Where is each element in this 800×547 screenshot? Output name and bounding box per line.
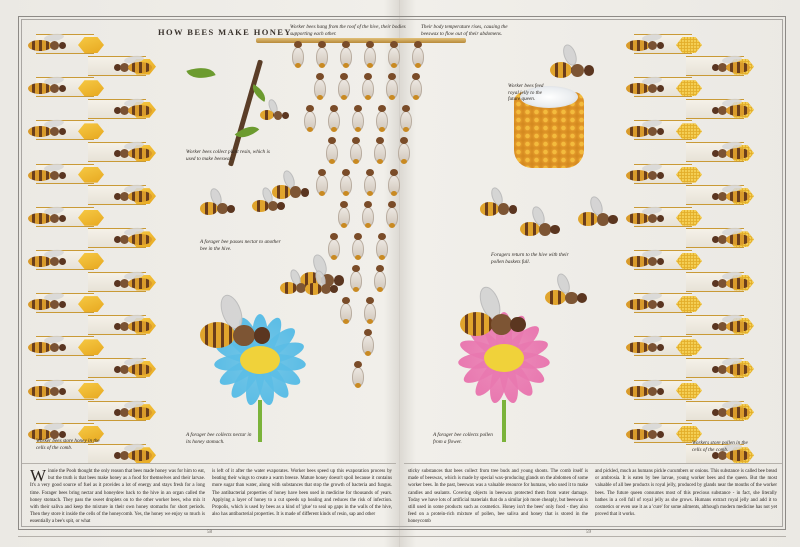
comb-row (28, 207, 178, 228)
forager-bee-icon (480, 202, 514, 216)
hanging-bee-icon (350, 232, 366, 262)
comb-row (626, 380, 776, 401)
hanging-bee-icon (362, 168, 378, 198)
caption-collect-nectar: A forager bee collects nectar in its honey stomach. (186, 432, 252, 445)
forager-bee-icon (305, 283, 335, 295)
comb-row (28, 56, 178, 77)
worker-bee-icon (704, 406, 750, 418)
forager-bee-icon (260, 110, 286, 120)
worker-bee-icon (704, 233, 750, 245)
divider (22, 463, 396, 464)
worker-bee-icon (28, 385, 74, 397)
comb-row (626, 56, 776, 77)
hanging-bee-icon (326, 104, 342, 134)
page-number-left: 58 (207, 530, 212, 535)
hanging-bee-icon (338, 296, 354, 326)
caption-pollen-baskets: Foragers return to the hive with their pollen baskets full. (491, 252, 569, 265)
hive-roof-rod-icon (256, 38, 466, 43)
hanging-bee-icon (350, 360, 366, 390)
comb-row (28, 164, 178, 185)
comb-row (626, 185, 776, 206)
hanging-bee-icon (360, 72, 376, 102)
comb-row (28, 34, 178, 55)
worker-bee-icon (626, 298, 672, 310)
flower-center (240, 346, 280, 374)
worker-bee-icon (626, 82, 672, 94)
comb-row (28, 315, 178, 336)
worker-bee-icon (704, 104, 750, 116)
worker-bee-icon (106, 320, 152, 332)
body-column-1 (30, 468, 205, 526)
comb-row (626, 401, 776, 422)
comb-row (626, 120, 776, 141)
worker-bee-icon (28, 341, 74, 353)
hanging-bee-icon (410, 40, 426, 70)
page-title: HOW BEES MAKE HONEY (158, 27, 292, 37)
blue-daisy-icon (200, 300, 320, 420)
forager-bee-icon (578, 212, 614, 226)
comb-row (28, 142, 178, 163)
comb-row (28, 293, 178, 314)
comb-row (28, 120, 178, 141)
hanging-bee-icon (372, 264, 388, 294)
worker-bee-icon (626, 169, 672, 181)
worker-bee-icon (28, 39, 74, 51)
worker-bee-icon (28, 298, 74, 310)
comb-row (626, 77, 776, 98)
worker-bee-icon (106, 363, 152, 375)
hanging-bee-icon (398, 104, 414, 134)
hanging-bee-icon (338, 40, 354, 70)
bottom-rule (18, 536, 786, 537)
honeycomb-honey-column-icon (28, 34, 178, 466)
worker-bee-icon (704, 61, 750, 73)
worker-bee-icon (704, 320, 750, 332)
hanging-bee-icon (362, 40, 378, 70)
worker-bee-icon (626, 255, 672, 267)
hanging-bee-icon (362, 296, 378, 326)
worker-bee-icon (106, 190, 152, 202)
comb-row (626, 315, 776, 336)
worker-bee-icon (704, 147, 750, 159)
worker-bee-icon (626, 39, 672, 51)
hanging-bee-icon (326, 232, 342, 262)
forager-bee-icon (550, 62, 590, 78)
worker-bee-icon (704, 190, 750, 202)
hanging-bee-icon (290, 40, 306, 70)
comb-row (28, 185, 178, 206)
comb-row (28, 358, 178, 379)
caption-store-pollen: Workers store pollen in the cells of the comb. (692, 440, 748, 453)
divider (404, 463, 782, 464)
comb-row (626, 142, 776, 163)
worker-bee-icon (106, 449, 152, 461)
worker-bee-icon (626, 125, 672, 137)
comb-row (28, 272, 178, 293)
hanging-bee-icon (384, 72, 400, 102)
worker-bee-icon (704, 363, 750, 375)
comb-row (28, 380, 178, 401)
comb-row (626, 99, 776, 120)
worker-bee-icon (28, 169, 74, 181)
hanging-bee-icon (408, 72, 424, 102)
comb-row (626, 358, 776, 379)
comb-row (28, 228, 178, 249)
comb-row (626, 250, 776, 271)
page-number-right: 59 (586, 530, 591, 535)
comb-row (626, 336, 776, 357)
hanging-bee-icon (374, 232, 390, 262)
flower-center (484, 344, 524, 372)
hanging-bee-icon (372, 136, 388, 166)
hanging-bee-icon (360, 328, 376, 358)
drop-cap: W (30, 466, 47, 485)
worker-bee-icon (28, 212, 74, 224)
hanging-bee-icon (348, 264, 364, 294)
caption-temperature: Their body temperature rises, causing the beeswax to flow out of their abdomens. (421, 24, 508, 37)
hanging-bee-icon (348, 136, 364, 166)
body-column-2: is left of it after the water evaporates. Worker bees speed up this evaporation process by beating their wings to create a warm breeze. Mature honey doesn't spoil because it contains more sugar than water, along with substances that stop the growth of bacteria and fungus. The antibacterial properties of honey have been used in medicine for thousands of years. Applying a layer of honey to a cut speeds up healing and reduces the risk of infection. Propolis, which is used by bees as a kind of 'glue' to seal up gaps in the walls of the hive, also has antibacterial properties. It is made of different kinds of resin, sap and other (212, 469, 392, 518)
forager-bee-icon (272, 185, 306, 199)
worker-bee-icon (106, 147, 152, 159)
comb-row (28, 99, 178, 120)
worker-bee-icon (106, 104, 152, 116)
worker-bee-icon (28, 255, 74, 267)
caption-plant-resin: Worker bees collect plant resin, which is used to make beeswax. (186, 149, 270, 162)
caption-store-honey: Worker bees store honey in the cells of the comb. (36, 438, 100, 451)
comb-row (626, 207, 776, 228)
body-column-4: and pickled, much as humans pickle cucumbers or onions. This substance is called bee bread or ambrosia. It is eaten by bee larvae, young worker bees and the queen. But the most valuable of all bee products is royal jelly, produced by glands near the mouths of the worker bees. The future queen consumes most of this precious substance - in fact, she literally bathes in a cell full of royal jelly as she grows. Humans extract royal jelly and add it to cosmetics or even use it as a 'cure' for some ailments, although modern medicine has not yet proved that it works. (595, 469, 777, 518)
comb-row (626, 228, 776, 249)
worker-bee-icon (106, 406, 152, 418)
hanging-bee-icon (324, 136, 340, 166)
worker-bee-icon (28, 125, 74, 137)
forager-bee-icon (520, 222, 556, 236)
comb-row (626, 272, 776, 293)
forager-bee-icon (200, 322, 264, 348)
caption-royal-jelly: Worker bees feed royal jelly to the future queen. (508, 83, 544, 103)
worker-bee-icon (28, 82, 74, 94)
comb-row (28, 336, 178, 357)
comb-row (28, 401, 178, 422)
worker-bee-icon (106, 61, 152, 73)
worker-bee-icon (626, 341, 672, 353)
hanging-bee-icon (312, 72, 328, 102)
worker-bee-icon (626, 385, 672, 397)
worker-bee-icon (704, 277, 750, 289)
hanging-bee-icon (386, 40, 402, 70)
worker-bee-icon (106, 233, 152, 245)
hanging-bee-icon (384, 200, 400, 230)
comb-row (626, 34, 776, 55)
hanging-bee-icon (350, 104, 366, 134)
hanging-bee-icon (374, 104, 390, 134)
worker-bee-icon (626, 212, 672, 224)
hanging-bee-icon (314, 40, 330, 70)
comb-row (626, 164, 776, 185)
body-column-3: sticky substances that bees collect from tree buds and young shoots. The comb itself is made of beeswax, which is made by special wax-producing glands on the abdomen of some worker bees. In the past, beeswax was a valuable resource for humans, who used it to make candles and sealants. Covering objects in beeswax protected them from water damage. Today we have lots of artificial materials that do a similar job more cheaply, but beeswax is still used in some products such as cosmetics. Honey isn't the bees' only food - they also feed on a protein-rich mixture of pollen, bee saliva and honey that is stored in the honeycomb (408, 469, 588, 525)
caption-collect-pollen: A forager bee collects pollen from a flower. (433, 432, 493, 445)
caption-hanging-bees: Worker bees hang from the roof of the hive, their bodies supporting each other. (290, 24, 406, 37)
hanging-bee-icon (302, 104, 318, 134)
caption-pass-nectar: A forager bee passes nectar to another bee in the hive. (200, 239, 281, 252)
forager-bee-icon (460, 312, 520, 336)
hanging-bee-icon (336, 72, 352, 102)
body-text: innie the Pooh thought the only reason that bees made honey was for him to eat, but the truth is that bees make honey as a food for themselves and their larvae. It's a very good source of fuel as it provides a lot of energy and stays fresh for a long time. Forager bees bring nectar and honeydew back to the hive in an organ called the honey stomach. They pass the sweet droplets on to the other worker bees, who mix it with their saliva and keep the mixture in their own honey stomachs for short periods. Then they store it inside the cells of the honeycomb. Yes, the honey we enjoy so much is essentially a bee's spit, or what (30, 469, 205, 525)
comb-row (626, 293, 776, 314)
hanging-bee-icon (396, 136, 412, 166)
hanging-bee-icon (338, 168, 354, 198)
hanging-bee-icon (314, 168, 330, 198)
worker-bee-icon (106, 277, 152, 289)
hanging-bee-icon (360, 200, 376, 230)
forager-bee-icon (252, 200, 282, 212)
comb-row (28, 250, 178, 271)
honeycomb-pollen-column-icon (626, 34, 776, 466)
forager-bee-icon (200, 202, 232, 215)
forager-bee-icon (545, 290, 583, 305)
worker-bee-icon (626, 428, 672, 440)
hanging-bee-icon (386, 168, 402, 198)
hanging-bee-icon (336, 200, 352, 230)
comb-row (28, 77, 178, 98)
